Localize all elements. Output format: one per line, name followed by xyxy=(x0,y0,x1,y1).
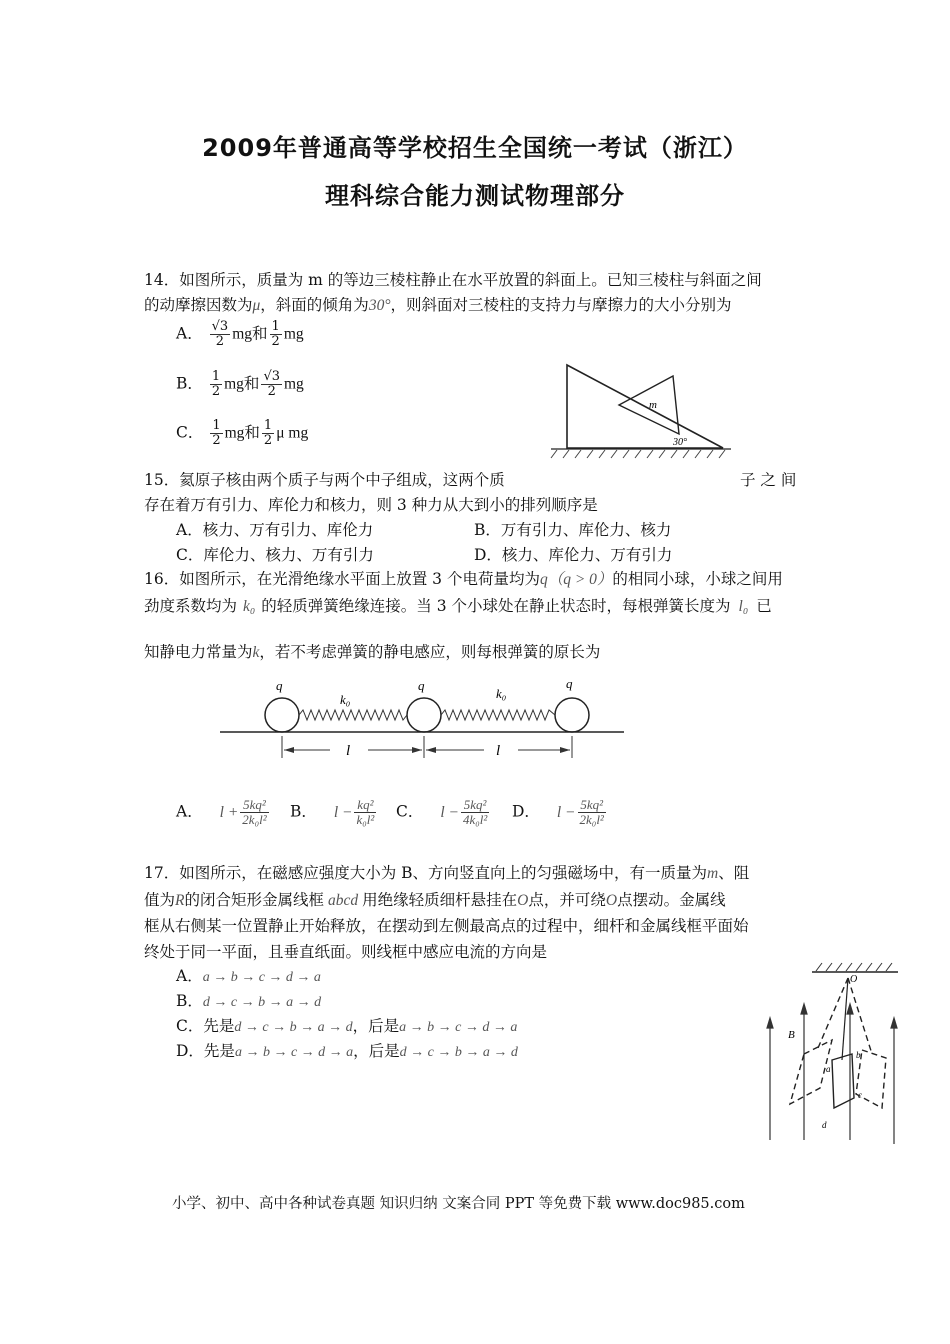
fraction xyxy=(578,798,606,827)
frac-den: 2 xyxy=(212,433,221,448)
q16-text-b: 的相同小球，小球之间用 xyxy=(612,570,783,588)
frac-den: 2k₀l² xyxy=(242,812,267,827)
and-word: 和 xyxy=(243,374,260,393)
angle-label: 30° xyxy=(673,437,687,448)
q15-option-b: B．万有引力、库伦力、核力 xyxy=(474,521,672,539)
mass-label: m xyxy=(649,399,657,411)
q15-option-d: D．核力、库伦力、万有引力 xyxy=(474,546,673,564)
expr-prefix: l − xyxy=(333,803,353,821)
field-label: B xyxy=(788,1029,795,1041)
q17-abcd: abcd xyxy=(328,892,359,909)
frac-num: 5kq² xyxy=(240,798,268,813)
arrow-head xyxy=(426,747,436,753)
q17-line1 xyxy=(144,861,749,883)
q17-text-c: 值为 xyxy=(144,891,176,909)
q17-line3: 框从右侧某一位置静止开始释放，在摆动到左侧最高点的过程中，细杆和金属线框平面始 xyxy=(144,917,749,935)
fraction xyxy=(270,320,282,349)
q14-line2 xyxy=(144,293,732,315)
then-word: ，后是 xyxy=(353,1042,400,1060)
frac-den: 4k₀l² xyxy=(462,812,488,827)
sequence: d → c → b → a → d xyxy=(234,1020,353,1035)
charge-label-right: q xyxy=(566,676,573,691)
q14-mu: μ xyxy=(252,297,261,314)
spring-constant-right: k₀ xyxy=(496,686,507,701)
q17-line4: 终处于同一平面，且垂直纸面。则线框中感应电流的方向是 xyxy=(144,943,548,961)
q16-option-c xyxy=(396,798,491,827)
unit: mg xyxy=(232,325,253,343)
corner-label-c: c xyxy=(858,1090,862,1100)
frame-center xyxy=(832,1054,854,1108)
frac-num: 1 xyxy=(212,418,221,433)
option-label: C． xyxy=(396,802,424,821)
expr-prefix: l − xyxy=(440,803,459,821)
q17-text-f: 点，并可绕 xyxy=(528,891,606,909)
expr-prefix: l + xyxy=(219,803,239,821)
frac-num: 5kq² xyxy=(578,798,606,813)
fraction xyxy=(210,370,222,399)
fraction xyxy=(261,370,282,399)
q16-text-d: 的轻质弹簧绝缘连接。当 3 个小球处在静止状态时，每根弹簧长度为 xyxy=(261,597,731,615)
q16-l0: l₀ xyxy=(738,598,749,615)
frac-num: 1 xyxy=(271,319,280,334)
option-label: D． xyxy=(512,802,540,821)
frac-den: 2k₀l² xyxy=(579,812,604,827)
fraction xyxy=(210,419,222,448)
option-label: D．先是 xyxy=(176,1042,235,1060)
pivot-label: O xyxy=(850,974,858,985)
arrow-head xyxy=(412,747,422,753)
q17-option-b xyxy=(176,989,321,1011)
q14-incline-figure xyxy=(545,360,735,465)
q17-pendulum-figure xyxy=(760,958,910,1148)
corner-label-a: a xyxy=(826,1064,831,1074)
q17-m: m xyxy=(707,865,719,882)
q15-option-a: A．核力、万有引力、库伦力 xyxy=(176,521,374,539)
expr-prefix: l − xyxy=(556,803,576,821)
q17-option-d xyxy=(176,1039,518,1061)
option-label: A． xyxy=(176,967,203,985)
option-label: C． xyxy=(176,423,204,442)
sequence: a → b → c → d → a xyxy=(234,1045,354,1060)
page-title: 2009年普通高等学校招生全国统一考试（浙江） xyxy=(202,134,748,162)
q17-text-e: 用绝缘轻质细杆悬挂在 xyxy=(362,891,518,909)
frac-num: 5kq² xyxy=(461,798,489,813)
unit: mg xyxy=(224,424,245,442)
q14-text-c: ，则斜面对三棱柱的支持力与摩擦力的大小分别为 xyxy=(390,296,732,314)
frac-num: 1 xyxy=(211,369,221,384)
q16-line1 xyxy=(144,567,783,589)
arrow-head xyxy=(284,747,294,753)
q16-text-c: 劲度系数均为 xyxy=(144,597,238,615)
q16-option-d xyxy=(512,798,608,827)
q17-option-c xyxy=(176,1014,517,1036)
q14-text-b: ，斜面的倾角为 xyxy=(260,296,369,314)
unit: mg xyxy=(283,325,304,343)
then-word: ，后是 xyxy=(352,1017,400,1035)
frac-den: 2 xyxy=(267,384,276,399)
ground-hatch xyxy=(551,450,725,458)
option-label: B． xyxy=(290,802,317,821)
q14-angle: 30° xyxy=(368,297,391,314)
q15-line1b: 子 之 间 xyxy=(740,471,797,489)
arrow-head xyxy=(560,747,570,753)
q17-text-d: 的闭合矩形金属线框 xyxy=(184,891,324,909)
q14-text-a: 的动摩擦因数为 xyxy=(144,296,253,314)
length-label-right: l xyxy=(496,743,501,759)
option-label: A． xyxy=(176,802,203,821)
fraction xyxy=(210,320,231,349)
frac-num: √3 xyxy=(211,319,229,334)
q15-line2: 存在着万有引力、库伦力和核力，则 3 种力从大到小的排列顺序是 xyxy=(144,496,598,514)
frac-den: k₀l² xyxy=(356,812,375,827)
frac-den: 2 xyxy=(215,334,225,349)
q16-option-a xyxy=(176,798,271,827)
option-label: B． xyxy=(176,374,203,393)
q16-text-a: 16．如图所示，在光滑绝缘水平面上放置 3 个电荷量均为 xyxy=(144,570,540,588)
option-label: C．先是 xyxy=(176,1017,235,1035)
frac-num: √3 xyxy=(263,369,280,384)
spring-left xyxy=(299,710,407,720)
charge-label-left: q xyxy=(276,678,283,693)
option-label: B． xyxy=(176,992,203,1010)
q16-charge: q（q > 0） xyxy=(539,571,613,588)
q14-option-a xyxy=(176,320,304,349)
q17-text-a: 17．如图所示，在磁感应强度大小为 B、方向竖直向上的匀强磁场中，有一质量为 xyxy=(144,864,708,882)
q16-line2 xyxy=(144,594,772,616)
q17-line2 xyxy=(144,888,726,910)
q14-line1: 14．如图所示，质量为 m 的等边三棱柱静止在水平放置的斜面上。已知三棱柱与斜面之间 xyxy=(144,271,762,289)
q17-text-g: 点摆动。金属线 xyxy=(617,891,726,909)
fraction xyxy=(354,798,376,827)
length-label-left: l xyxy=(346,743,351,759)
q14-option-c xyxy=(176,419,308,448)
unit: mg xyxy=(224,375,244,393)
incline-shape xyxy=(567,365,723,448)
q16-k: k xyxy=(252,644,260,661)
q16-k0: k₀ xyxy=(243,598,256,615)
sequence: d → c → b → a → d xyxy=(202,995,322,1010)
q17-option-a xyxy=(176,964,321,986)
ball-middle xyxy=(407,698,441,732)
and-word: 和 xyxy=(252,324,268,343)
footer-text: 小学、初中、高中各种试卷真题 知识归纳 文案合同 PPT 等免费下载 www.doc985.com xyxy=(172,1196,745,1212)
q17-O2: O xyxy=(605,892,618,909)
q17-text-b: 、阻 xyxy=(718,864,750,882)
and-word: 和 xyxy=(244,423,260,442)
unit: mg xyxy=(284,375,304,393)
frac-den: 2 xyxy=(263,433,273,448)
frac-den: 2 xyxy=(271,334,280,349)
q16-spring-figure xyxy=(218,672,628,772)
frac-num: kq² xyxy=(354,798,376,813)
fraction xyxy=(240,798,268,827)
q16-text-e: 已 xyxy=(756,597,772,615)
page-subtitle: 理科综合能力测试物理部分 xyxy=(325,182,625,210)
fraction xyxy=(461,798,489,827)
q15-option-c: C．库伦力、核力、万有引力 xyxy=(176,546,374,564)
fraction xyxy=(262,419,274,448)
ball-left xyxy=(265,698,299,732)
q16-text-f: 知静电力常量为 xyxy=(144,643,253,661)
sequence: a → b → c → d → a xyxy=(399,1020,518,1035)
spring-right xyxy=(441,710,555,720)
ball-right xyxy=(555,698,589,732)
q17-O: O xyxy=(517,892,529,909)
spring-constant-left: k₀ xyxy=(340,692,351,707)
q15-line1a: 15．氦原子核由两个质子与两个中子组成，这两个质 xyxy=(144,471,505,489)
q17-R: R xyxy=(175,892,185,909)
sequence: d → c → b → a → d xyxy=(399,1045,518,1060)
q14-option-b xyxy=(176,370,304,399)
charge-label-middle: q xyxy=(418,678,425,693)
q16-line3 xyxy=(144,640,600,662)
corner-label-d: d xyxy=(822,1120,827,1130)
unit: μ mg xyxy=(276,424,309,442)
q16-option-b xyxy=(290,798,378,827)
sequence: a → b → c → d → a xyxy=(202,970,321,985)
frac-den: 2 xyxy=(211,384,221,399)
corner-label-b: b xyxy=(856,1050,861,1060)
frac-num: 1 xyxy=(263,418,273,433)
ceiling-hatch xyxy=(816,963,892,971)
q16-text-g: ，若不考虑弹簧的静电感应，则每根弹簧的原长为 xyxy=(259,643,601,661)
option-label: A． xyxy=(176,324,203,343)
